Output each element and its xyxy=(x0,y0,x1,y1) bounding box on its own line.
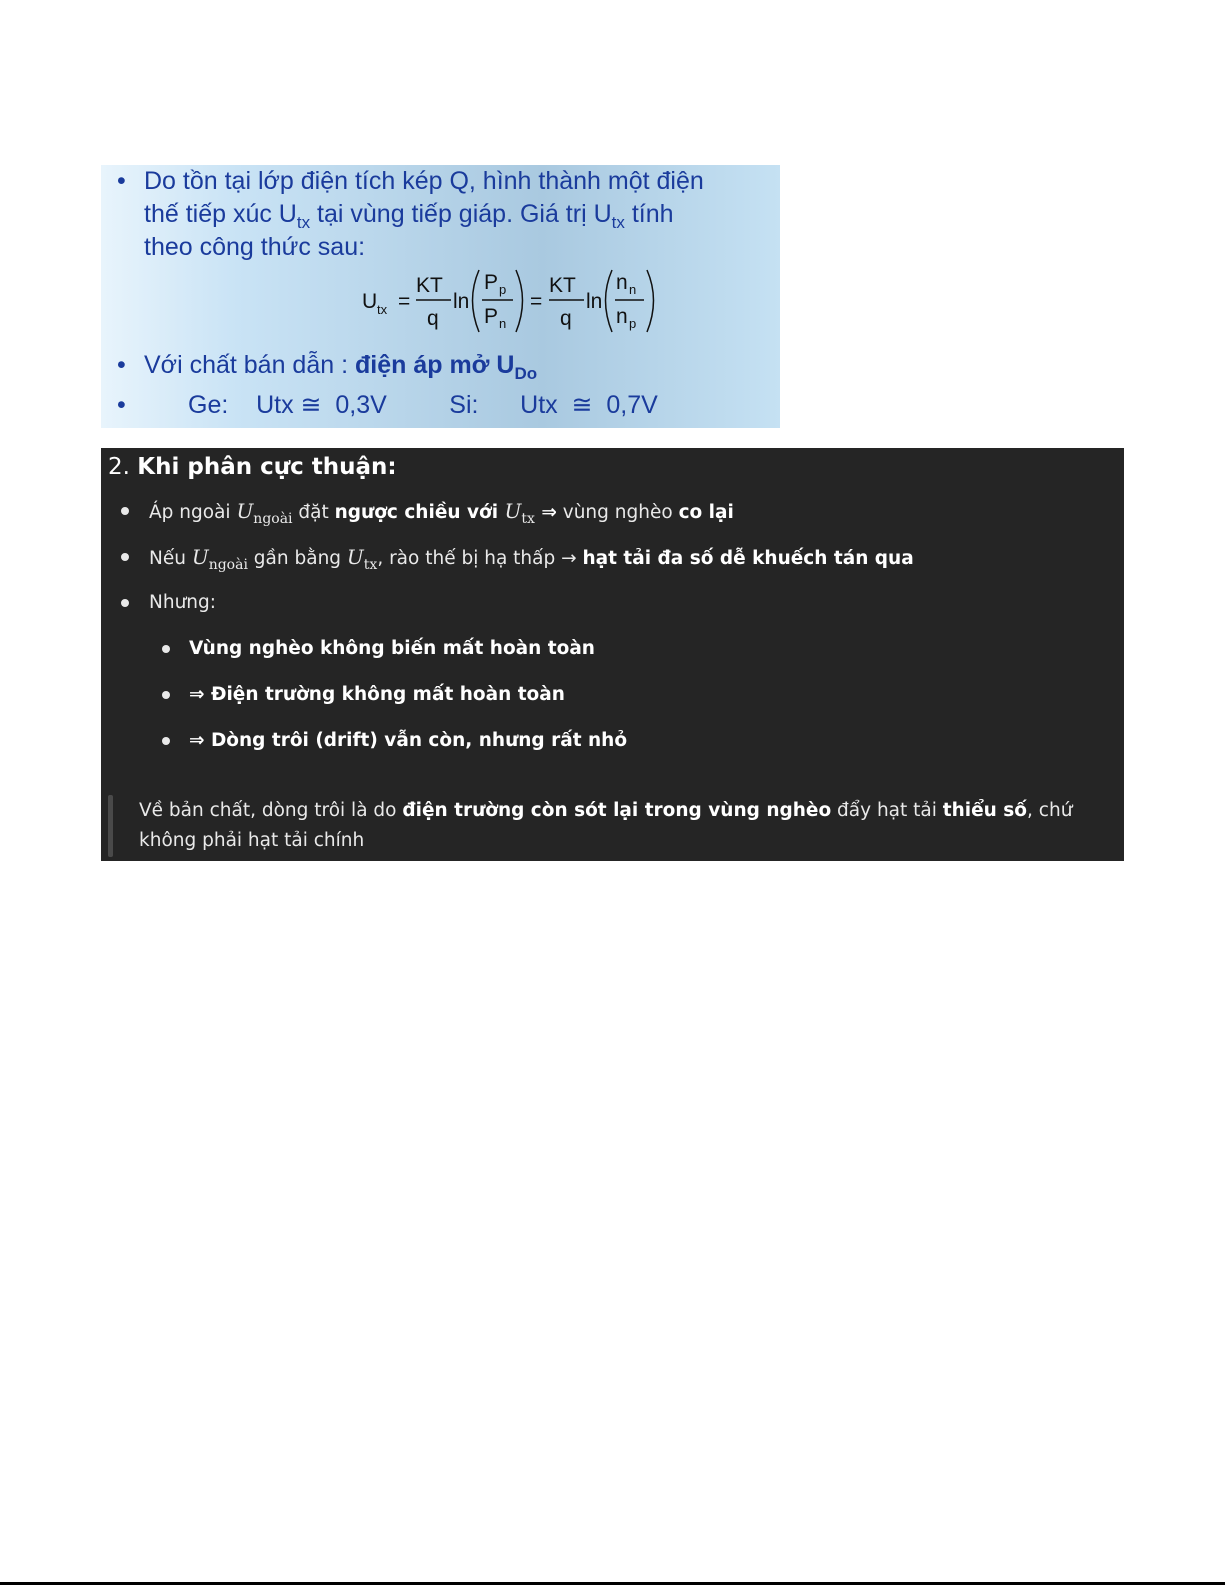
blockquote-bar xyxy=(108,795,113,857)
paren-left xyxy=(473,270,480,332)
bullet xyxy=(162,691,170,699)
sub-list-item: Vùng nghèo không biến mất hoàn toàn xyxy=(162,636,595,662)
slide-line-2: thế tiếp xúc $U_{tx}$ tại vùng tiếp giáp. Giá trị $U_{tx}$ tính xyxy=(144,200,674,232)
formula-den: q xyxy=(427,307,439,330)
bullet: • xyxy=(117,167,126,195)
slide-image xyxy=(101,165,780,428)
formula-eq-2: = xyxy=(530,290,543,313)
formula-p-bot-sub: n xyxy=(499,316,507,331)
paren-left xyxy=(606,270,613,332)
math-u-tx: $U_{tx}$ xyxy=(346,545,378,573)
formula-p-bot: P xyxy=(484,305,499,328)
formula-n-bot-sub: p xyxy=(629,316,637,331)
math-u-ngoai: $U_{ngoài}$ xyxy=(236,499,293,527)
formula-num: KT xyxy=(416,274,443,297)
blockquote-text: Về bản chất, dòng trôi là do điện trường còn sót lại trong vùng nghèo đẩy hạt tải thiểu số, chứ không phải hạt tải chính xyxy=(139,800,1073,851)
formula xyxy=(353,265,673,340)
bullet xyxy=(162,737,170,745)
slide-line-5: Ge: Utx ≅ 0,3V Si: Utx ≅ 0,7V xyxy=(188,391,658,419)
formula-n-top-sub: n xyxy=(629,282,637,297)
note-heading: 2. Khi phân cực thuận: xyxy=(108,454,397,480)
formula-n-top: n xyxy=(616,271,628,294)
formula-p-top-sub: p xyxy=(499,282,507,297)
formula-p-top: P xyxy=(484,271,499,294)
slide-line-4: Với chất bán dẫn : điện áp mở $U_{Do}$ xyxy=(144,351,538,383)
blockquote xyxy=(108,795,1118,857)
paren-right xyxy=(647,270,654,332)
bullet xyxy=(121,507,129,515)
list-item: Nhưng: xyxy=(121,590,216,616)
formula-ln-2: ln xyxy=(586,290,603,313)
note-block xyxy=(101,448,1124,861)
bullet: • xyxy=(117,351,126,379)
formula-eq: = xyxy=(398,290,411,313)
sub-list-item: ⇒ Điện trường không mất hoàn toàn xyxy=(162,682,565,708)
formula-n-bot: n xyxy=(616,305,628,328)
formula-lhs-sub: tx xyxy=(377,302,388,317)
bullet xyxy=(121,553,129,561)
bullet xyxy=(162,645,170,653)
slide-line-1: Do tồn tại lớp điện tích kép Q, hình thành một điện xyxy=(144,167,704,195)
formula-lhs: U xyxy=(362,290,378,313)
sub-list-item: ⇒ Dòng trôi (drift) vẫn còn, nhưng rất nhỏ xyxy=(162,728,627,754)
math-u-tx: $U_{tx}$ xyxy=(504,499,535,527)
list-item: Áp ngoài $U_{ngoài}$ đặt ngược chiều với $U_{tx}$ ⇒ vùng nghèo co lại xyxy=(121,498,734,526)
formula-den-2: q xyxy=(560,307,572,330)
paren-right xyxy=(516,270,523,332)
bullet: • xyxy=(117,391,126,419)
bullet xyxy=(121,599,129,607)
formula-num-2: KT xyxy=(549,274,576,297)
formula-ln: ln xyxy=(453,290,470,313)
slide-line-3: theo công thức sau: xyxy=(144,233,366,261)
list-item: Nếu $U_{ngoài}$ gần bằng $U_{tx}$, rào thế bị hạ thấp → hạt tải đa số dễ khuếch tán qua xyxy=(121,544,914,572)
math-u-ngoai: $U_{ngoài}$ xyxy=(191,545,248,573)
